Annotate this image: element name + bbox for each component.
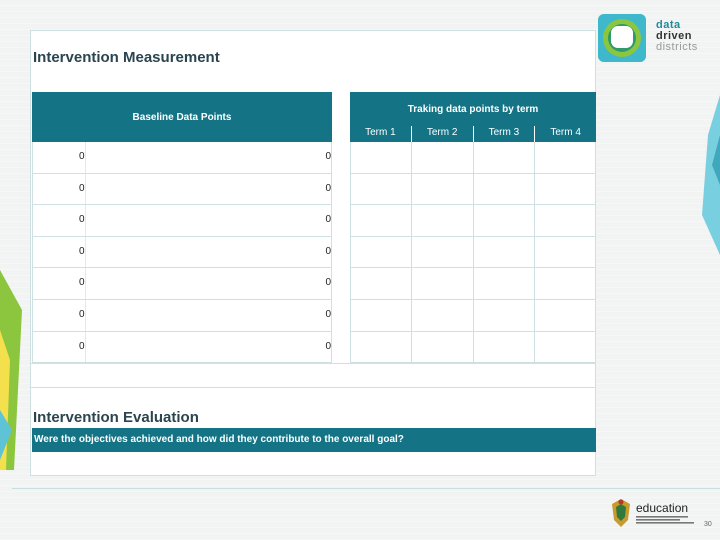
logo-text	[656, 20, 698, 53]
baseline-cell-left: 0	[79, 151, 85, 162]
baseline-cell-right: 0	[325, 340, 331, 352]
logo-line-2: driven	[656, 30, 693, 42]
decorative-right-shape	[694, 95, 720, 255]
baseline-row	[32, 174, 332, 206]
tracking-row	[350, 237, 596, 269]
logo-line-3: districts	[656, 41, 698, 53]
tracking-cell[interactable]	[473, 205, 534, 236]
tracking-row	[350, 300, 596, 332]
evaluation-title: Intervention Evaluation	[33, 409, 199, 426]
column-divider	[85, 205, 86, 236]
tracking-cell[interactable]	[534, 268, 596, 299]
baseline-cell-right: 0	[325, 151, 331, 162]
column-divider	[85, 332, 86, 363]
tracking-cell[interactable]	[534, 142, 596, 173]
baseline-cell-left: 0	[79, 214, 85, 226]
table-spacer-row	[30, 363, 596, 388]
tracking-table	[350, 92, 596, 363]
tracking-cell[interactable]	[350, 332, 411, 363]
page-title: Intervention Measurement	[33, 49, 220, 66]
tracking-cell[interactable]	[534, 205, 596, 236]
tracking-cell[interactable]	[473, 268, 534, 299]
baseline-cell-left: 0	[79, 245, 85, 257]
column-divider	[85, 142, 86, 173]
baseline-cell-right: 0	[325, 182, 331, 194]
decorative-left-shape	[0, 270, 22, 470]
tracking-rows	[350, 142, 596, 363]
tracking-cell[interactable]	[350, 237, 411, 268]
tracking-row	[350, 174, 596, 206]
logo-mark-icon	[598, 14, 646, 62]
tracking-row	[350, 332, 596, 364]
tracking-header	[350, 92, 596, 142]
tracking-cell[interactable]	[473, 332, 534, 363]
term-header: Term 4	[534, 126, 596, 142]
baseline-rows	[32, 142, 332, 363]
term-header: Term 3	[473, 126, 535, 142]
tracking-cell[interactable]	[473, 174, 534, 205]
tracking-cell[interactable]	[534, 174, 596, 205]
tracking-row	[350, 142, 596, 174]
column-divider	[85, 300, 86, 331]
baseline-row	[32, 237, 332, 269]
page-number: 30	[704, 521, 712, 528]
baseline-cell-right: 0	[325, 308, 331, 320]
baseline-row	[32, 332, 332, 364]
baseline-table	[32, 92, 332, 363]
baseline-row	[32, 268, 332, 300]
tracking-cell[interactable]	[473, 142, 534, 173]
baseline-cell-left: 0	[79, 308, 85, 320]
evaluation-question: Were the objectives achieved and how did they contribute to the overall goal?	[32, 428, 596, 452]
tracking-cell[interactable]	[473, 300, 534, 331]
tracking-cell[interactable]	[350, 268, 411, 299]
tracking-cell[interactable]	[534, 300, 596, 331]
term-header: Term 1	[365, 127, 396, 138]
baseline-header: Baseline Data Points	[32, 92, 332, 142]
tracking-cell[interactable]	[411, 205, 472, 236]
tracking-cell[interactable]	[350, 205, 411, 236]
data-driven-districts-logo	[598, 14, 710, 64]
tracking-cell[interactable]	[350, 174, 411, 205]
tracking-header-title: Traking data points by term	[407, 103, 539, 115]
education-logo	[610, 498, 710, 532]
tracking-cell[interactable]	[411, 268, 472, 299]
baseline-cell-left: 0	[79, 277, 85, 289]
column-divider	[85, 237, 86, 268]
tracking-cell[interactable]	[411, 332, 472, 363]
baseline-row	[32, 300, 332, 332]
term-header: Term 2	[411, 126, 473, 142]
term-headers	[350, 126, 596, 142]
baseline-cell-left: 0	[79, 182, 85, 194]
baseline-cell-right: 0	[325, 245, 331, 257]
tracking-cell[interactable]	[350, 142, 411, 173]
column-divider	[85, 174, 86, 205]
baseline-row	[32, 205, 332, 237]
tracking-cell[interactable]	[411, 300, 472, 331]
logo-line-1: data	[656, 19, 681, 31]
tracking-cell[interactable]	[473, 237, 534, 268]
baseline-cell-left: 0	[79, 340, 85, 352]
baseline-cell-right: 0	[325, 277, 331, 289]
tracking-cell[interactable]	[534, 237, 596, 268]
tracking-row	[350, 268, 596, 300]
tracking-cell[interactable]	[411, 237, 472, 268]
coat-of-arms-icon	[610, 498, 632, 528]
tracking-cell[interactable]	[411, 142, 472, 173]
tracking-cell[interactable]	[534, 332, 596, 363]
education-wordmark: education	[636, 501, 689, 515]
column-divider	[85, 268, 86, 299]
tracking-cell[interactable]	[411, 174, 472, 205]
tracking-row	[350, 205, 596, 237]
tracking-cell[interactable]	[350, 300, 411, 331]
footer-divider	[12, 488, 720, 489]
baseline-cell-right: 0	[325, 214, 331, 226]
baseline-row	[32, 142, 332, 174]
department-subtext-graphic	[636, 516, 696, 524]
